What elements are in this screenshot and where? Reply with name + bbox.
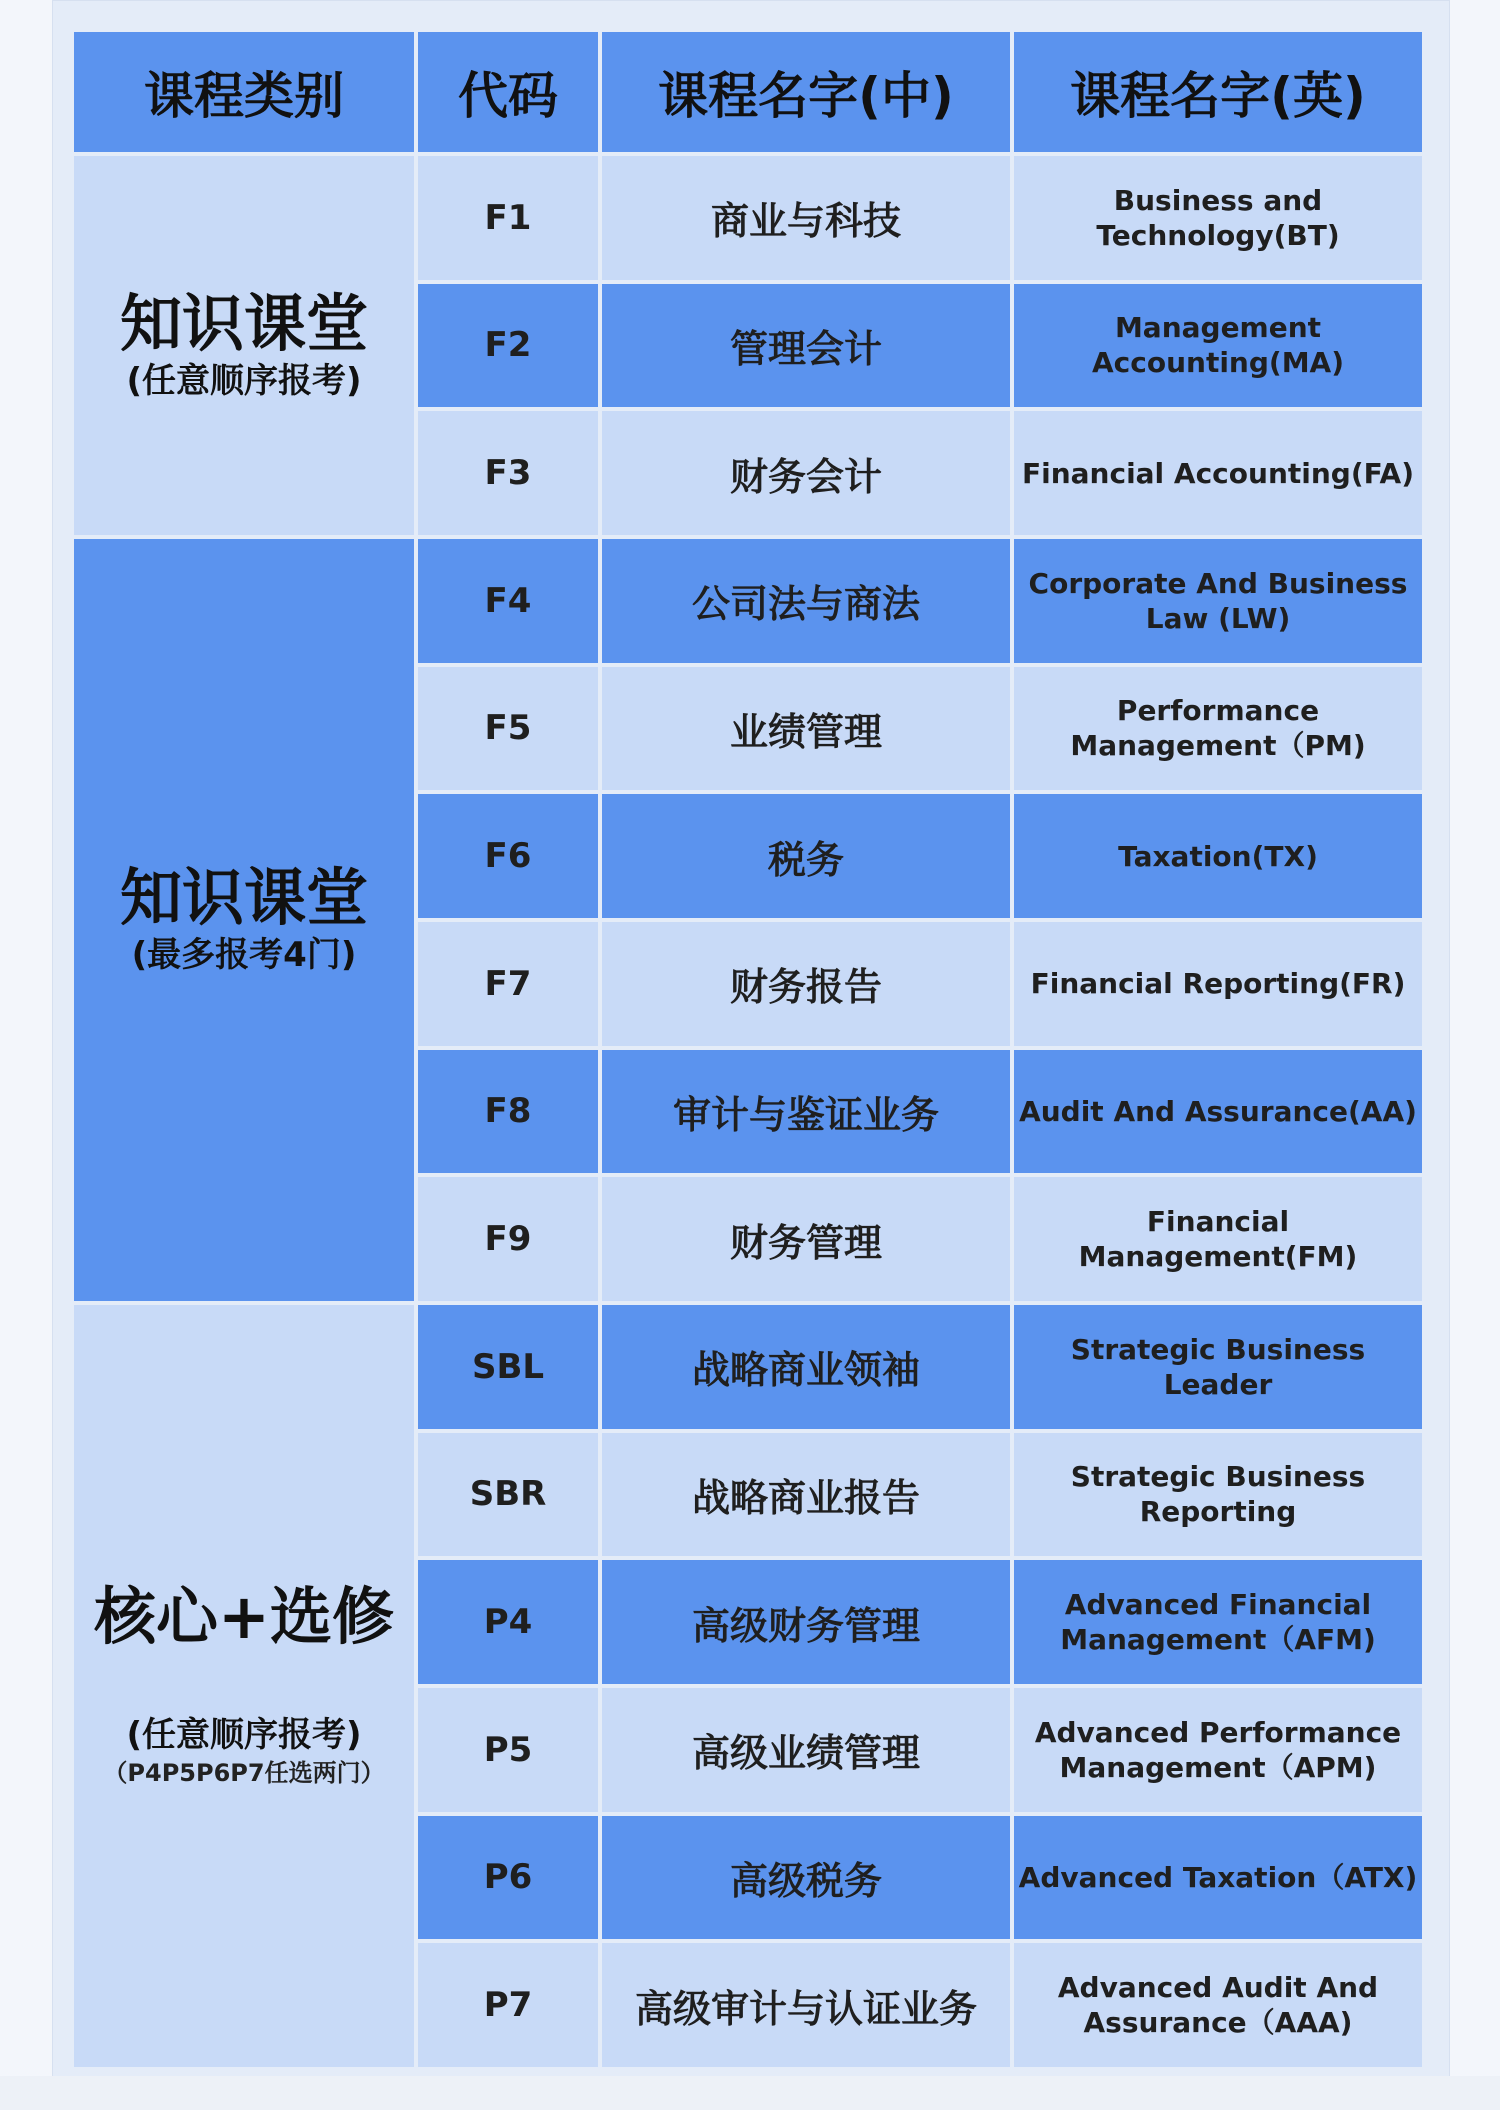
header-name-en: 课程名字(英) — [1014, 32, 1422, 152]
course-name-cn: 税务 — [602, 794, 1010, 918]
bottom-band — [0, 2076, 1500, 2110]
course-name-en: Financial Management(FM) — [1014, 1177, 1422, 1301]
category-subtitle: (任意顺序报考) — [126, 361, 362, 402]
course-code: F2 — [418, 284, 598, 408]
course-code: F4 — [418, 539, 598, 663]
header-row — [74, 32, 1422, 152]
category-title: 核心+选修 — [94, 1580, 394, 1654]
table-row — [74, 1305, 1422, 1429]
course-code: F8 — [418, 1050, 598, 1174]
table-row — [74, 156, 1422, 280]
course-name-cn: 高级业绩管理 — [602, 1688, 1010, 1812]
category-spacer — [78, 1653, 410, 1713]
header-name-cn: 课程名字(中) — [602, 32, 1010, 152]
course-name-en: Strategic Business Reporting — [1014, 1433, 1422, 1557]
course-name-en: Advanced Audit And Assurance（AAA) — [1014, 1943, 1422, 2067]
course-name-en: Performance Management（PM) — [1014, 667, 1422, 791]
course-name-cn: 管理会计 — [602, 284, 1010, 408]
category-subtitle: (最多报考4门) — [131, 935, 357, 976]
course-name-cn: 高级审计与认证业务 — [602, 1943, 1010, 2067]
course-name-cn: 商业与科技 — [602, 156, 1010, 280]
course-name-cn: 财务管理 — [602, 1177, 1010, 1301]
course-name-cn: 业绩管理 — [602, 667, 1010, 791]
course-code: F3 — [418, 411, 598, 535]
course-name-cn: 审计与鉴证业务 — [602, 1050, 1010, 1174]
course-name-en: Corporate And Business Law (LW) — [1014, 539, 1422, 663]
course-name-cn: 高级财务管理 — [602, 1560, 1010, 1684]
course-code: F7 — [418, 922, 598, 1046]
course-name-en: Taxation(TX) — [1014, 794, 1422, 918]
course-name-cn: 财务会计 — [602, 411, 1010, 535]
course-name-cn: 财务报告 — [602, 922, 1010, 1046]
course-name-en: Strategic Business Leader — [1014, 1305, 1422, 1429]
table-row — [74, 539, 1422, 663]
course-code: SBR — [418, 1433, 598, 1557]
course-name-en: Advanced Performance Management（APM) — [1014, 1688, 1422, 1812]
course-code: P6 — [418, 1816, 598, 1940]
header-code: 代码 — [418, 32, 598, 152]
course-name-cn: 高级税务 — [602, 1816, 1010, 1940]
category-cell — [74, 156, 414, 535]
header-category: 课程类别 — [74, 32, 414, 152]
category-cell — [74, 539, 414, 1301]
course-name-cn: 战略商业报告 — [602, 1433, 1010, 1557]
course-name-cn: 公司法与商法 — [602, 539, 1010, 663]
course-name-en: Audit And Assurance(AA) — [1014, 1050, 1422, 1174]
course-name-en: Business and Technology(BT) — [1014, 156, 1422, 280]
course-name-cn: 战略商业领袖 — [602, 1305, 1010, 1429]
course-name-en: Management Accounting(MA) — [1014, 284, 1422, 408]
course-name-en: Financial Accounting(FA) — [1014, 411, 1422, 535]
category-title: 知识课堂 — [119, 286, 368, 360]
course-name-en: Advanced Financial Management（AFM) — [1014, 1560, 1422, 1684]
course-code: P4 — [418, 1560, 598, 1684]
category-title: 知识课堂 — [119, 861, 368, 935]
category-subtitle: (任意顺序报考) — [126, 1714, 362, 1755]
category-cell — [74, 1305, 414, 2067]
course-code: F9 — [418, 1177, 598, 1301]
course-code: SBL — [418, 1305, 598, 1429]
course-table — [70, 28, 1426, 2071]
course-code: F6 — [418, 794, 598, 918]
course-name-en: Financial Reporting(FR) — [1014, 922, 1422, 1046]
course-code: P5 — [418, 1688, 598, 1812]
course-code: P7 — [418, 1943, 598, 2067]
course-code: F5 — [418, 667, 598, 791]
course-code: F1 — [418, 156, 598, 280]
category-note: （P4P5P6P7任选两门） — [103, 1758, 385, 1787]
course-name-en: Advanced Taxation（ATX) — [1014, 1816, 1422, 1940]
